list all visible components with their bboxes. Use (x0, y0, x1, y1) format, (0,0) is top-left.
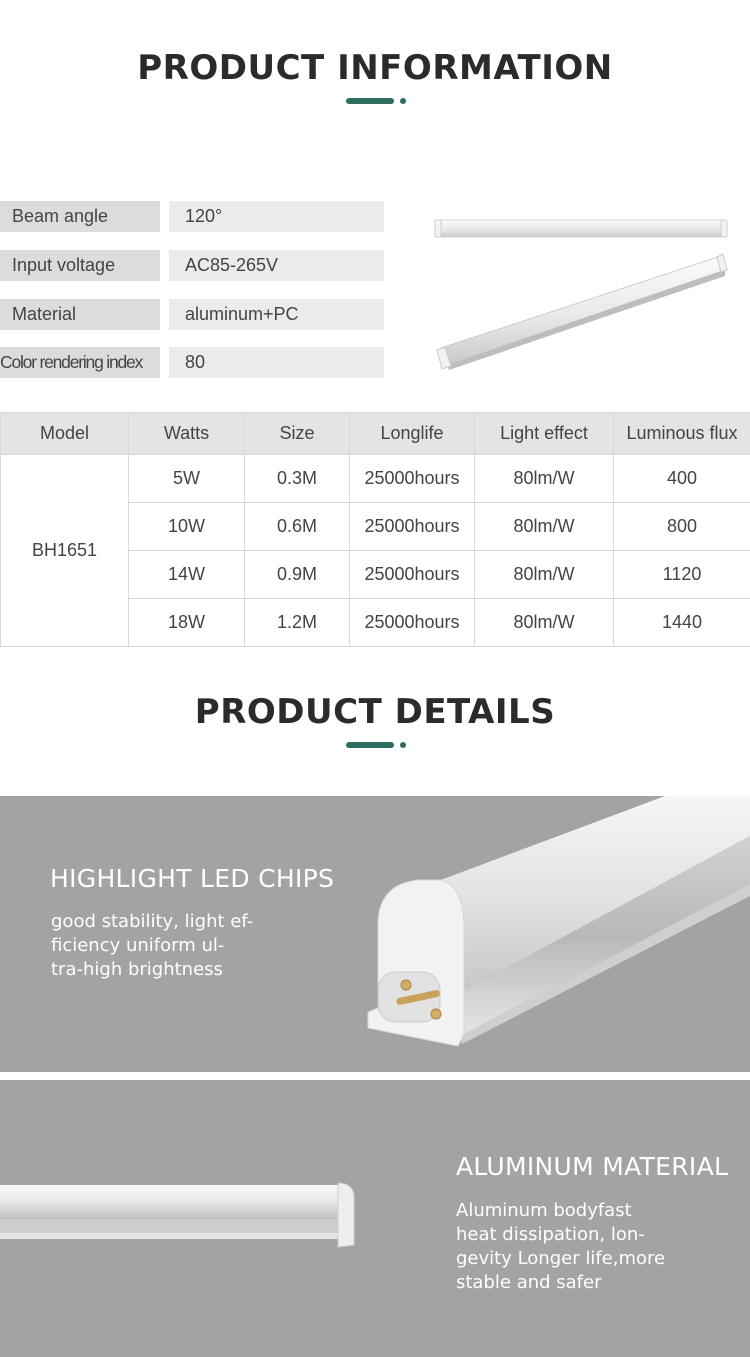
flux-cell: 1120 (614, 551, 750, 599)
spec-value-beam-angle: 120° (169, 201, 384, 232)
feature-heading-led-chips: HIGHLIGHT LED CHIPS (50, 864, 335, 893)
light-effect-cell: 80lm/W (475, 551, 614, 599)
size-cell: 1.2M (245, 599, 350, 647)
watts-cell: 14W (129, 551, 245, 599)
title-underline-decoration (346, 98, 408, 104)
tube-end-cap-closeup (360, 796, 750, 1072)
size-cell: 0.3M (245, 455, 350, 503)
watts-cell: 18W (129, 599, 245, 647)
spec-label-input-voltage: Input voltage (0, 250, 160, 281)
table-header-longlife: Longlife (350, 413, 475, 455)
spec-label-color-rendering-index: Color rendering index (0, 347, 160, 378)
watts-cell: 5W (129, 455, 245, 503)
title-underline-decoration (346, 742, 408, 748)
feature-description-line: tra-high brightness (51, 959, 223, 980)
flux-cell: 400 (614, 455, 750, 503)
model-spec-table (0, 412, 750, 647)
light-effect-cell: 80lm/W (475, 455, 614, 503)
light-effect-cell: 80lm/W (475, 503, 614, 551)
table-row (1, 455, 750, 503)
light-effect-cell: 80lm/W (475, 599, 614, 647)
model-cell: BH1651 (1, 455, 129, 647)
flux-cell: 800 (614, 503, 750, 551)
table-header-row (1, 413, 750, 455)
feature-panel-aluminum (0, 1080, 750, 1357)
table-header-watts: Watts (129, 413, 245, 455)
feature-description-aluminum (456, 1199, 665, 1295)
spec-value-color-rendering-index: 80 (169, 347, 384, 378)
feature-description-led-chips (51, 910, 253, 982)
spec-label-beam-angle: Beam angle (0, 201, 160, 232)
table-header-model: Model (1, 413, 129, 455)
table-header-luminous-flux: Luminous flux (614, 413, 750, 455)
longlife-cell: 25000hours (350, 503, 475, 551)
tube-side-closeup (0, 1175, 360, 1265)
flux-cell: 1440 (614, 599, 750, 647)
size-cell: 0.6M (245, 503, 350, 551)
watts-cell: 10W (129, 503, 245, 551)
feature-description-line: stable and safer (456, 1272, 602, 1293)
spec-value-input-voltage: AC85-265V (169, 250, 384, 281)
longlife-cell: 25000hours (350, 455, 475, 503)
spec-label-material: Material (0, 299, 160, 330)
feature-heading-aluminum: ALUMINUM MATERIAL (456, 1152, 729, 1181)
feature-description-line: Aluminum bodyfast (456, 1200, 632, 1221)
feature-description-line: good stability, light ef- (51, 911, 254, 932)
feature-description-line: ficiency uniform ul- (51, 935, 225, 956)
feature-description-line: heat dissipation, lon- (456, 1224, 645, 1245)
table-header-size: Size (245, 413, 350, 455)
product-information-title: PRODUCT INFORMATION (137, 48, 613, 88)
table-header-light-effect: Light effect (475, 413, 614, 455)
product-details-title: PRODUCT DETAILS (194, 692, 556, 732)
feature-panel-led-chips (0, 796, 750, 1072)
longlife-cell: 25000hours (350, 599, 475, 647)
feature-description-line: gevity Longer life,more (456, 1248, 666, 1269)
spec-value-material: aluminum+PC (169, 299, 384, 330)
longlife-cell: 25000hours (350, 551, 475, 599)
led-tube-product-photo (425, 200, 735, 385)
size-cell: 0.9M (245, 551, 350, 599)
